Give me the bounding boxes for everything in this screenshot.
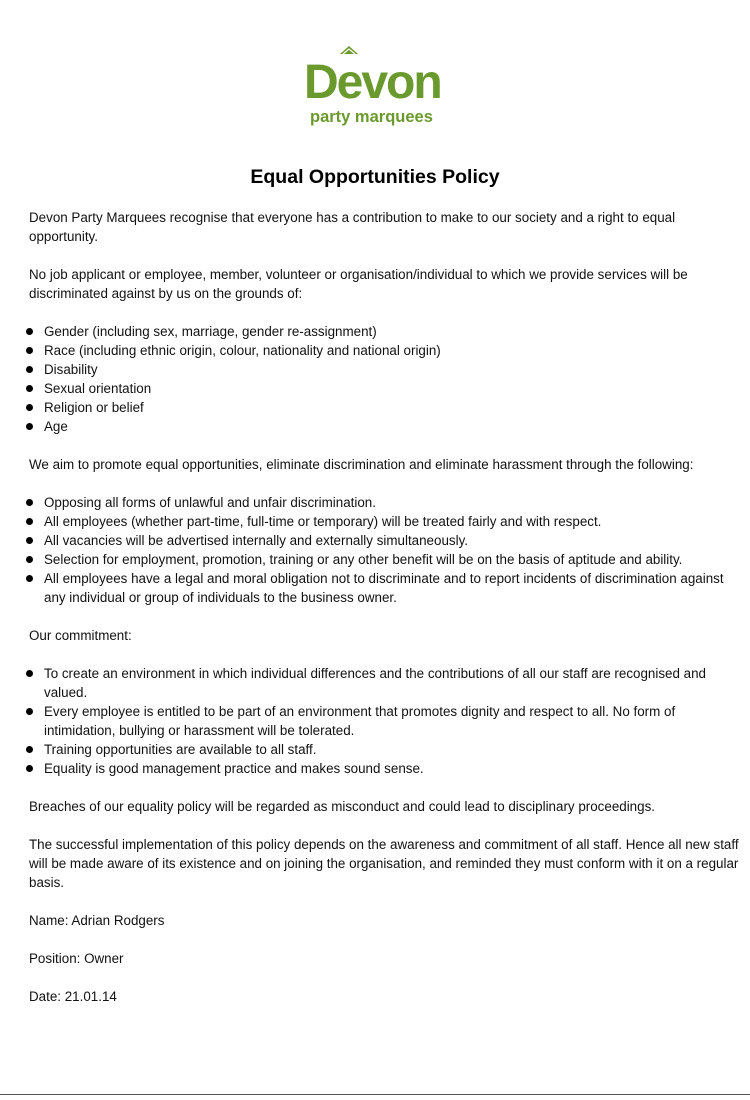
list-item: Every employee is entitled to be part of an environment that promotes dignity and respect to all. No form of intimidation, bullying or harassment will be tolerated. (29, 702, 741, 740)
logo-graphic (296, 44, 456, 130)
bullet-icon (26, 347, 33, 354)
breaches-paragraph: Breaches of our equality policy will be regarded as misconduct and could lead to disciplinary proceedings. (29, 799, 655, 814)
logo-tagline: party marquees (310, 108, 433, 126)
list-item: Selection for employment, promotion, training or any other benefit will be on the basis of aptitude and ability. (29, 550, 741, 569)
commitment-heading: Our commitment: (29, 628, 132, 643)
bullet-icon (26, 499, 33, 506)
list-item: Gender (including sex, marriage, gender re-assignment) (29, 322, 741, 341)
list-item: All employees (whether part-time, full-time or temporary) will be treated fairly and with respect. (29, 512, 741, 531)
intro-paragraph: Devon Party Marquees recognise that everyone has a contribution to make to our society and a right to equal opportunity. (29, 210, 676, 244)
bullet-icon (26, 385, 33, 392)
bullet-icon (26, 765, 33, 772)
aims-intro-paragraph: We aim to promote equal opportunities, eliminate discrimination and eliminate harassment through the following: (29, 457, 694, 472)
grounds-intro-paragraph: No job applicant or employee, member, volunteer or organisation/individual to which we provide services will be discriminated against by us on the grounds of: (29, 267, 688, 301)
bullet-icon (26, 404, 33, 411)
marquee-roof-icon (340, 46, 358, 54)
page-title: Equal Opportunities Policy (250, 166, 500, 188)
aims-list (29, 493, 741, 607)
bullet-icon (26, 537, 33, 544)
grounds-list (29, 322, 741, 436)
bullet-icon (26, 575, 33, 582)
policy-body (29, 208, 741, 1025)
signatory-name: Name: Adrian Rodgers (29, 913, 165, 928)
list-item: All vacancies will be advertised internally and externally simultaneously. (29, 531, 741, 550)
bullet-icon (26, 328, 33, 335)
bullet-icon (26, 746, 33, 753)
bullet-icon (26, 670, 33, 677)
signatory-position: Position: Owner (29, 951, 124, 966)
devon-party-marquees-logo (296, 44, 456, 130)
list-item: Religion or belief (29, 398, 741, 417)
implementation-paragraph: The successful implementation of this policy depends on the awareness and commitment of all staff. Hence all new staff will be made aware of its existence and on joining the organisation, and reminded they must conform with it on a regular basis. (29, 837, 739, 890)
logo-wordmark: Devon (304, 56, 441, 109)
list-item: Disability (29, 360, 741, 379)
list-item: Training opportunities are available to all staff. (29, 740, 741, 759)
list-item: All employees have a legal and moral obligation not to discriminate and to report incidents of discrimination against any individual or group of individuals to the business owner. (29, 569, 741, 607)
bullet-icon (26, 423, 33, 430)
list-item: Sexual orientation (29, 379, 741, 398)
bullet-icon (26, 366, 33, 373)
bullet-icon (26, 708, 33, 715)
commitments-list (29, 664, 741, 778)
list-item: Opposing all forms of unlawful and unfair discrimination. (29, 493, 741, 512)
bullet-icon (26, 556, 33, 563)
page-bottom-rule (0, 1094, 750, 1095)
list-item: Race (including ethnic origin, colour, nationality and national origin) (29, 341, 741, 360)
list-item: Age (29, 417, 741, 436)
policy-date: Date: 21.01.14 (29, 989, 117, 1004)
list-item: Equality is good management practice and makes sound sense. (29, 759, 741, 778)
list-item: To create an environment in which individual differences and the contributions of all our staff are recognised and valued. (29, 664, 741, 702)
bullet-icon (26, 518, 33, 525)
